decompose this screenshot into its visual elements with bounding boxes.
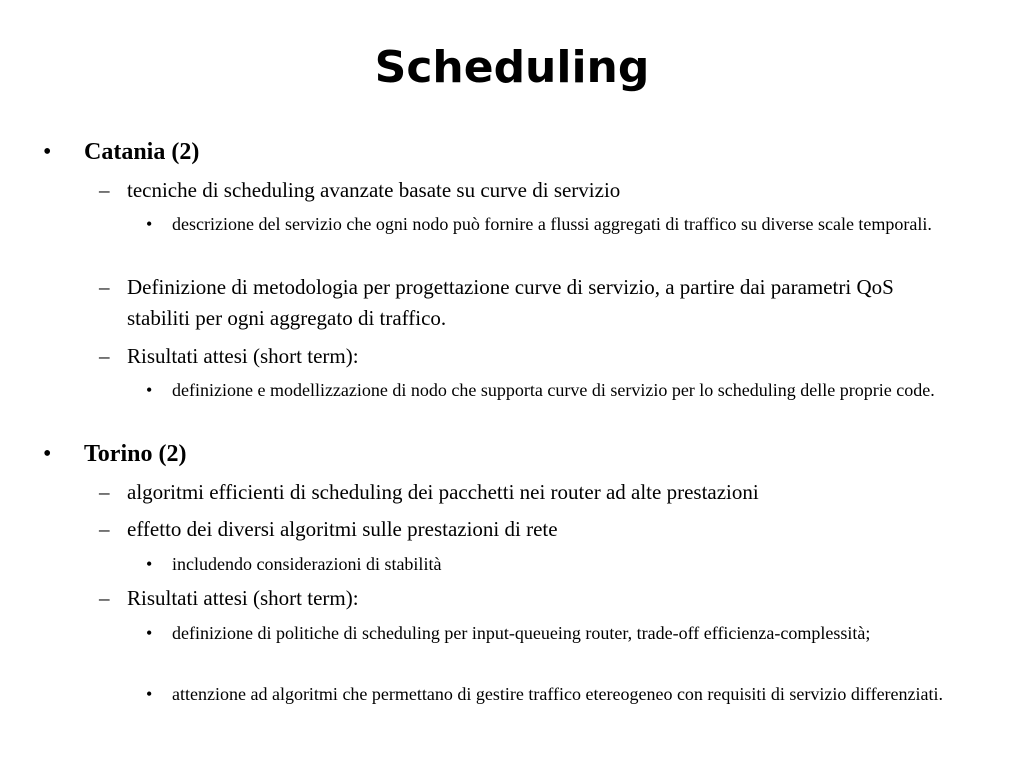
dash-marker: –	[99, 178, 110, 202]
subpoint-torino-3-2	[146, 681, 972, 707]
section-heading-text: Torino (2)	[84, 441, 187, 467]
slide-title: Scheduling	[374, 42, 650, 93]
point-text: effetto dei diversi algoritmi sulle prestazioni di rete	[127, 517, 558, 541]
subpoint-torino-2-1	[146, 551, 972, 577]
section-heading-torino	[43, 439, 984, 469]
bullet-marker: •	[43, 139, 52, 165]
section-heading-text: Catania (2)	[84, 139, 200, 165]
subpoint-text: descrizione del servizio che ogni nodo può fornire a flussi aggregati di traffico su diverse scale temporali.	[172, 214, 932, 234]
point-text: Definizione di metodologia per progettazione curve di servizio, a partire dai parametri QoS stabiliti per ogni aggregato di traffico.	[127, 275, 894, 330]
dash-marker: –	[99, 586, 110, 610]
subpoint-text: includendo considerazioni di stabilità	[172, 554, 442, 574]
dash-marker: –	[99, 344, 110, 368]
bullet-marker: •	[146, 684, 153, 704]
bullet-marker: •	[146, 214, 153, 234]
dash-marker: –	[99, 517, 110, 541]
subpoint-torino-3-1	[146, 620, 972, 646]
point-torino-3	[99, 583, 927, 614]
point-torino-1	[99, 477, 927, 508]
bullet-marker: •	[146, 380, 153, 400]
point-text: algoritmi efficienti di scheduling dei pacchetti nei router ad alte prestazioni	[127, 480, 759, 504]
point-catania-2	[99, 272, 927, 334]
point-torino-2	[99, 514, 927, 545]
subpoint-catania-3-1	[146, 377, 972, 403]
subpoint-text: attenzione ad algoritmi che permettano di gestire traffico etereogeneo con requisiti di servizio differenziati.	[172, 684, 944, 704]
point-catania-1	[99, 175, 927, 206]
section-heading-catania	[43, 137, 984, 167]
point-catania-3	[99, 341, 927, 372]
bullet-marker: •	[146, 623, 153, 643]
subpoint-text: definizione e modellizzazione di nodo che supporta curve di servizio per lo scheduling delle proprie code.	[172, 380, 935, 400]
point-text: Risultati attesi (short term):	[127, 586, 359, 610]
subpoint-catania-1-1	[146, 211, 972, 237]
dash-marker: –	[99, 480, 110, 504]
bullet-marker: •	[146, 554, 153, 574]
subpoint-text: definizione di politiche di scheduling per input-queueing router, trade-off efficienza-complessità;	[172, 623, 871, 643]
point-text: tecniche di scheduling avanzate basate su curve di servizio	[127, 178, 621, 202]
point-text: Risultati attesi (short term):	[127, 344, 359, 368]
bullet-marker: •	[43, 441, 52, 467]
dash-marker: –	[99, 275, 110, 299]
